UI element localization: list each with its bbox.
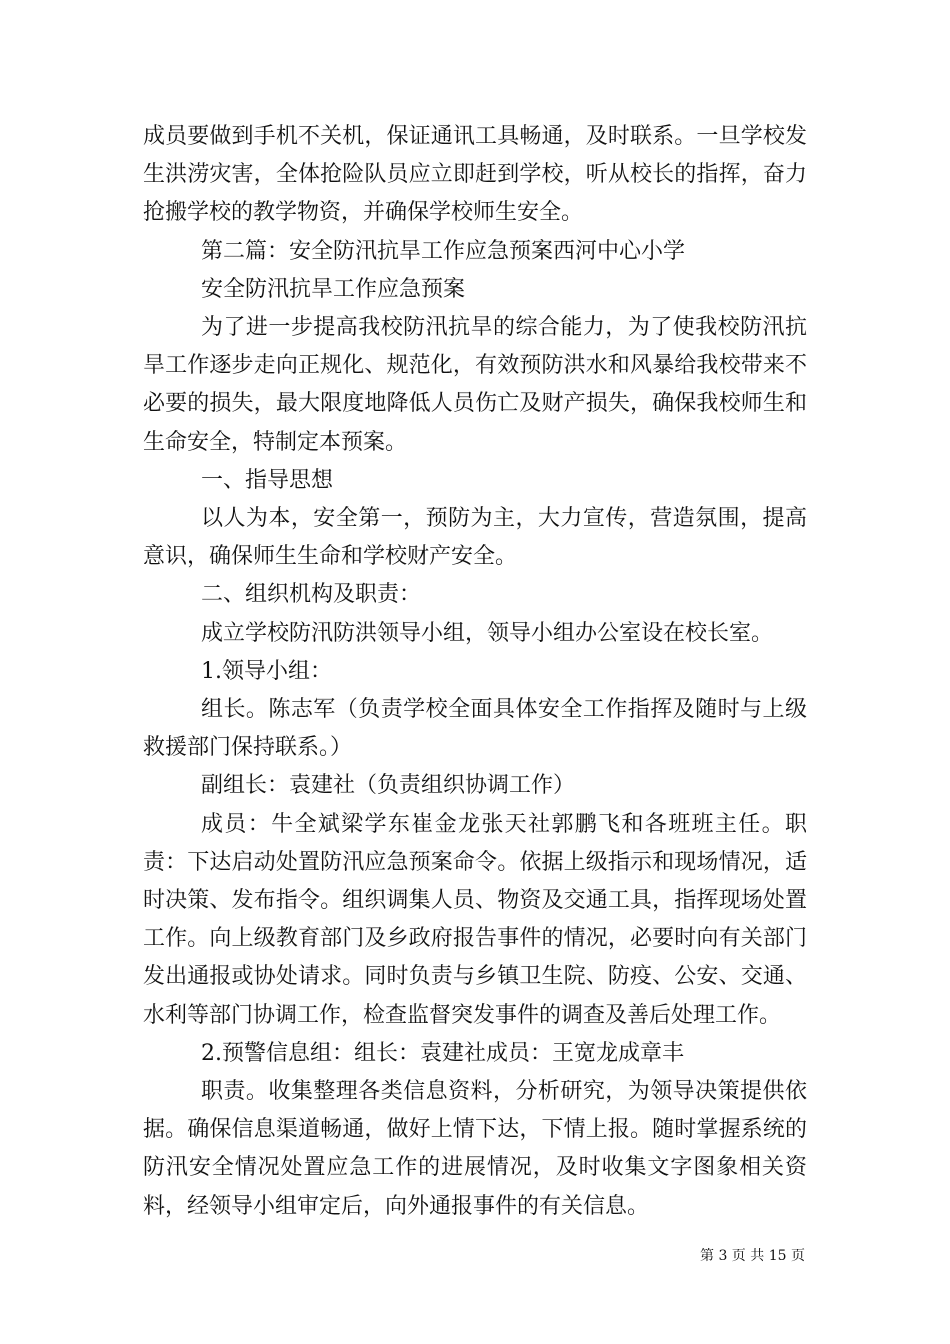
paragraph-purpose: 为了进一步提高我校防汛抗旱的综合能力，为了使我校防汛抗旱工作逐步走向正规化、规范化，有效预防洪水和风暴给我校带来不必要的损失，最大限度地降低人员伤亡及财产损失，确保我校师生和生命安全，特制定本预案。	[143, 315, 807, 455]
paragraph-organization: 成立学校防汛防洪领导小组，领导小组办公室设在校长室。	[201, 620, 774, 646]
heading-warning-info-group: 2.预警信息组：组长：袁建社成员：王宽龙成章丰	[201, 1040, 684, 1066]
paragraph-deputy-leader: 副组长：袁建社（负责组织协调工作）	[201, 773, 576, 799]
paragraph-group-leader: 组长。陈志军（负责学校全面具体安全工作指挥及随时与上级救援部门保持联系。）	[143, 697, 807, 761]
section-heading-second-article: 第二篇：安全防汛抗旱工作应急预案西河中心小学	[201, 238, 686, 264]
heading-leadership-group: 1.领导小组：	[201, 658, 332, 684]
paragraph-guiding-ideology: 以人为本，安全第一，预防为主，大力宣传，营造氛围，提高意识，确保师生生命和学校财产安全。	[143, 506, 807, 570]
document-body	[143, 118, 807, 1226]
heading-guiding-ideology: 一、指导思想	[201, 467, 334, 493]
paragraph-members-duties: 成员：牛全斌梁学东崔金龙张天社郭鹏飞和各班班主任。职责：下达启动处置防汛应急预案命令。依据上级指示和现场情况，适时决策、发布指令。组织调集人员、物资及交通工具，指挥现场处置工作。向上级教育部门及乡政府报告事件的情况，必要时向有关部门发出通报或协处请求。同时负责与乡镇卫生院、防疫、公安、交通、水利等部门协调工作，检查监督突发事件的调查及善后处理工作。	[143, 811, 807, 1028]
paragraph-warning-duties: 职责。收集整理各类信息资料，分析研究，为领导决策提供依据。确保信息渠道畅通，做好上情下达，下情上报。随时掌握系统的防汛安全情况处置应急工作的进展情况，及时收集文字图象相关资料，经领导小组审定后，向外通报事件的有关信息。	[143, 1079, 807, 1219]
page-number-footer: 第 3 页 共 15 页	[700, 1248, 805, 1264]
paragraph-continuation: 成员要做到手机不关机，保证通讯工具畅通，及时联系。一旦学校发生洪涝灾害，全体抢险队员应立即赶到学校，听从校长的指挥，奋力抢搬学校的教学物资，并确保学校师生安全。	[143, 124, 807, 226]
plan-title: 安全防汛抗旱工作应急预案	[201, 276, 466, 302]
heading-organization: 二、组织机构及职责：	[201, 582, 422, 608]
